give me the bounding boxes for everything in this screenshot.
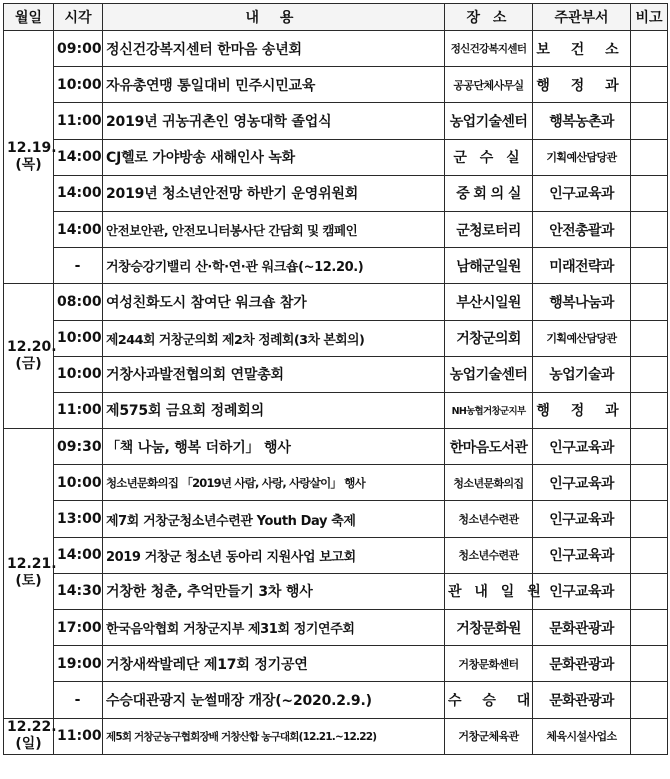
date-cell	[4, 429, 57, 719]
table-row	[4, 248, 668, 284]
time-cell: 11:00	[54, 718, 103, 754]
time-cell: 09:00	[54, 31, 103, 67]
time-cell: 10:00	[54, 356, 103, 392]
content-cell: 「책 나눔, 행복 더하기」 행사	[103, 429, 445, 465]
content-cell: 안전보안관, 안전모니터봉사단 간담회 및 캠페인	[103, 211, 445, 247]
place-cell: 부산시일원	[445, 284, 533, 320]
dept-cell: 문화관광과	[533, 610, 631, 646]
note-cell	[631, 31, 668, 67]
place-cell: 정신건강복지센터	[445, 31, 533, 67]
place-cell: 청소년수련관	[445, 537, 533, 573]
table-row	[4, 537, 668, 573]
note-cell	[631, 610, 668, 646]
note-cell	[631, 175, 668, 211]
time-cell: 10:00	[54, 465, 103, 501]
date-cell	[4, 718, 57, 754]
content-cell: 거창사과발전협의회 연말총회	[103, 356, 445, 392]
note-cell	[631, 248, 668, 284]
place-cell: 청소년문화의집	[445, 465, 533, 501]
time-cell: 14:30	[54, 573, 103, 609]
time-cell: 14:00	[54, 139, 103, 175]
place-cell: 수 승 대	[445, 682, 533, 718]
dept-cell: 행복농촌과	[533, 103, 631, 139]
weekday-line: (토)	[15, 573, 42, 590]
table-row	[4, 610, 668, 646]
note-cell	[631, 465, 668, 501]
note-cell	[631, 103, 668, 139]
date-line: 12.20.	[7, 338, 57, 355]
time-cell: 11:00	[54, 103, 103, 139]
table-row	[4, 320, 668, 356]
time-cell: -	[54, 682, 103, 718]
time-cell: 13:00	[54, 501, 103, 537]
place-cell: 농업기술센터	[445, 356, 533, 392]
place-cell: 공공단체사무실	[445, 67, 533, 103]
content-cell: 2019년 귀농귀촌인 영농대학 졸업식	[103, 103, 445, 139]
header-content: 내 용	[103, 4, 445, 31]
time-cell: 11:00	[54, 392, 103, 428]
dept-cell: 안전총괄과	[533, 211, 631, 247]
content-cell: 한국음악협회 거창군지부 제31회 정기연주회	[103, 610, 445, 646]
header-note: 비고	[631, 4, 668, 31]
content-cell: 2019년 청소년안전망 하반기 운영위원회	[103, 175, 445, 211]
dept-cell: 문화관광과	[533, 646, 631, 682]
content-cell: 제7회 거창군청소년수련관 Youth Day 축제	[103, 501, 445, 537]
note-cell	[631, 320, 668, 356]
place-cell: 중 회 의 실	[445, 175, 533, 211]
note-cell	[631, 429, 668, 465]
note-cell	[631, 211, 668, 247]
place-cell: 거창군체육관	[445, 718, 533, 754]
table-row	[4, 284, 668, 320]
content-cell: 거창승강기밸리 산·학·연·관 워크숍(~12.20.)	[103, 248, 445, 284]
note-cell	[631, 139, 668, 175]
note-cell	[631, 646, 668, 682]
content-cell: 자유총연맹 통일대비 민주시민교육	[103, 67, 445, 103]
dept-cell: 행 정 과	[533, 67, 631, 103]
table-row	[4, 573, 668, 609]
place-cell: 한마음도서관	[445, 429, 533, 465]
time-cell: 09:30	[54, 429, 103, 465]
place-cell: 거창문화원	[445, 610, 533, 646]
schedule-table	[3, 3, 668, 755]
content-cell: 2019 거창군 청소년 동아리 지원사업 보고회	[103, 537, 445, 573]
date-cell	[4, 31, 57, 284]
place-cell: 거창문화센터	[445, 646, 533, 682]
dept-cell: 인구교육과	[533, 501, 631, 537]
time-cell: 14:00	[54, 537, 103, 573]
date-cell	[4, 284, 57, 429]
dept-cell: 미래전략과	[533, 248, 631, 284]
dept-cell: 문화관광과	[533, 682, 631, 718]
dept-cell: 행 정 과	[533, 392, 631, 428]
header-date: 월일	[4, 4, 54, 31]
content-cell: 거창한 청춘, 추억만들기 3차 행사	[103, 573, 445, 609]
content-cell: 수승대관광지 눈썰매장 개장(~2020.2.9.)	[103, 682, 445, 718]
time-cell: 14:00	[54, 175, 103, 211]
dept-cell: 인구교육과	[533, 465, 631, 501]
weekday-line: (일)	[15, 736, 42, 753]
note-cell	[631, 718, 668, 754]
dept-cell: 보 건 소	[533, 31, 631, 67]
table-row	[4, 175, 668, 211]
note-cell	[631, 67, 668, 103]
table-row	[4, 139, 668, 175]
note-cell	[631, 573, 668, 609]
time-cell: 08:00	[54, 284, 103, 320]
table-row	[4, 465, 668, 501]
table-row	[4, 501, 668, 537]
dept-cell: 체육시설사업소	[533, 718, 631, 754]
date-line: 12.21.	[7, 555, 57, 572]
place-cell: 군청로터리	[445, 211, 533, 247]
time-cell: 14:00	[54, 211, 103, 247]
content-cell: 거창새싹발레단 제17회 정기공연	[103, 646, 445, 682]
table-row	[4, 646, 668, 682]
place-cell: 청소년수련관	[445, 501, 533, 537]
table-row	[4, 718, 668, 754]
dept-cell: 기획예산담당관	[533, 320, 631, 356]
place-cell: NH농협거창군지부	[445, 392, 533, 428]
table-row	[4, 211, 668, 247]
note-cell	[631, 284, 668, 320]
table-row	[4, 392, 668, 428]
time-cell: 10:00	[54, 67, 103, 103]
content-cell: 여성친화도시 참여단 워크숍 참가	[103, 284, 445, 320]
date-line: 12.19.	[7, 139, 57, 156]
content-cell: CJ헬로 가야방송 새해인사 녹화	[103, 139, 445, 175]
dept-cell: 인구교육과	[533, 537, 631, 573]
weekday-line: (목)	[15, 157, 42, 174]
dept-cell: 인구교육과	[533, 175, 631, 211]
note-cell	[631, 356, 668, 392]
table-row	[4, 31, 668, 67]
place-cell: 남해군일원	[445, 248, 533, 284]
time-cell: 19:00	[54, 646, 103, 682]
content-cell: 정신건강복지센터 한마음 송년회	[103, 31, 445, 67]
time-cell: 17:00	[54, 610, 103, 646]
place-cell: 농업기술센터	[445, 103, 533, 139]
place-cell: 거창군의회	[445, 320, 533, 356]
note-cell	[631, 392, 668, 428]
place-cell: 관 내 일 원	[445, 573, 533, 609]
date-line: 12.22.	[7, 718, 57, 735]
header-row	[4, 4, 668, 31]
time-cell: -	[54, 248, 103, 284]
header-dept: 주관부서	[533, 4, 631, 31]
table-row	[4, 429, 668, 465]
table-row	[4, 682, 668, 718]
note-cell	[631, 682, 668, 718]
content-cell: 청소년문화의집 「2019년 사람, 사랑, 사랑살이」 행사	[103, 465, 445, 501]
content-cell: 제244회 거창군의회 제2차 정례회(3차 본회의)	[103, 320, 445, 356]
table-row	[4, 356, 668, 392]
header-time: 시각	[54, 4, 103, 31]
place-cell: 군 수 실	[445, 139, 533, 175]
table-row	[4, 67, 668, 103]
dept-cell: 기획예산담당관	[533, 139, 631, 175]
header-place: 장 소	[445, 4, 533, 31]
dept-cell: 행복나눔과	[533, 284, 631, 320]
dept-cell: 인구교육과	[533, 429, 631, 465]
note-cell	[631, 501, 668, 537]
content-cell: 제5회 거창군농구협회장배 거창산합 농구대회(12.21.~12.22)	[103, 718, 445, 754]
dept-cell: 농업기술과	[533, 356, 631, 392]
note-cell	[631, 537, 668, 573]
time-cell: 10:00	[54, 320, 103, 356]
dept-cell: 인구교육과	[533, 573, 631, 609]
table-row	[4, 103, 668, 139]
weekday-line: (금)	[15, 356, 42, 373]
content-cell: 제575회 금요회 정례회의	[103, 392, 445, 428]
